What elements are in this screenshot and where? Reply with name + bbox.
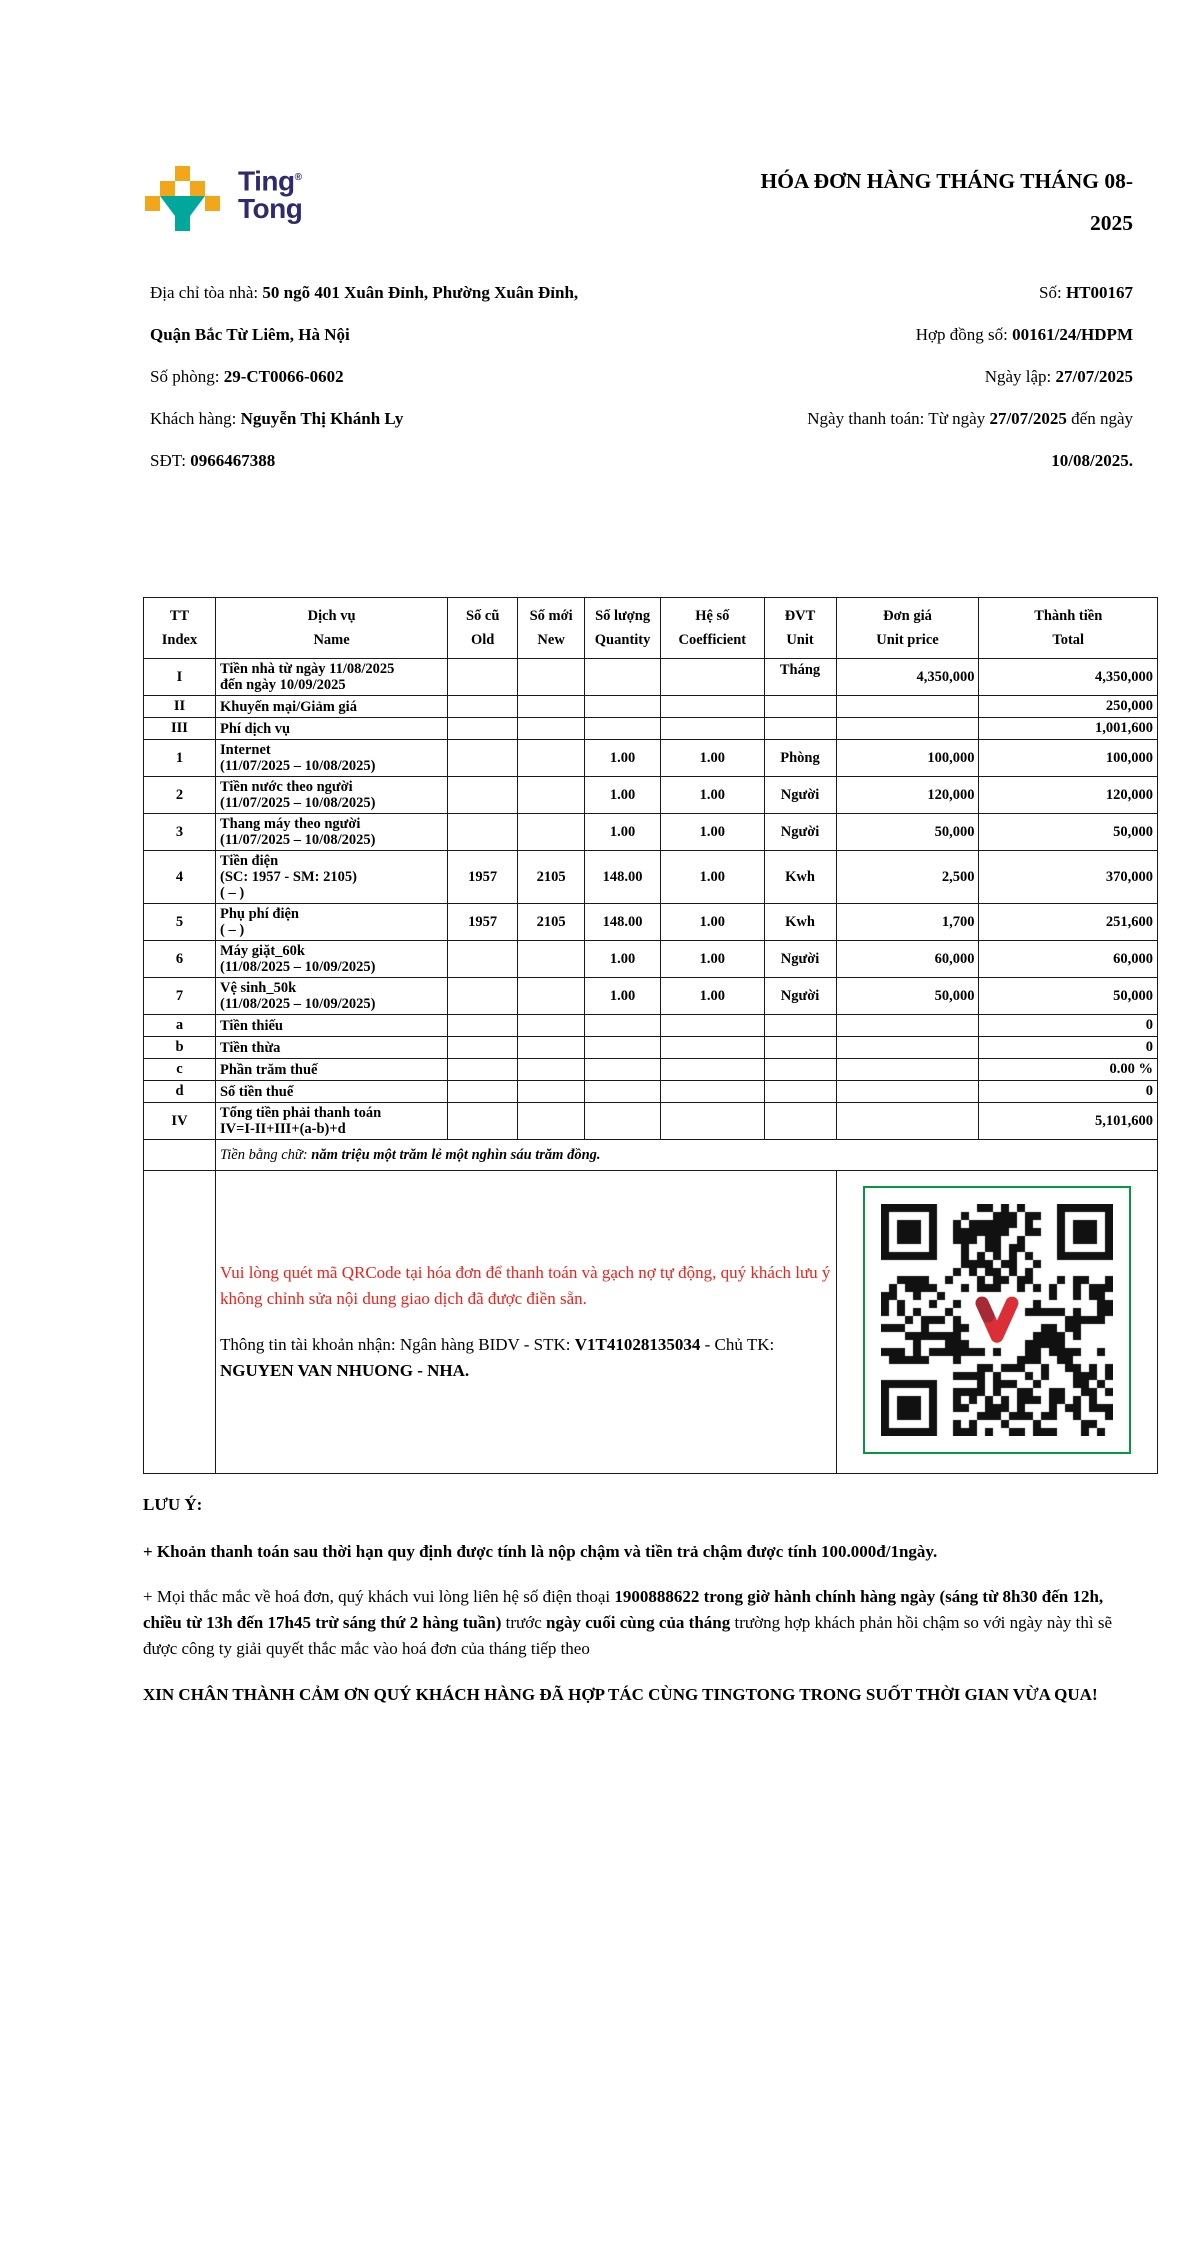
new-cell — [518, 659, 585, 696]
coef-cell — [661, 1015, 764, 1037]
price-cell: 60,000 — [836, 941, 979, 978]
text-line: Số phòng: 29-CT0066-0602 — [150, 367, 344, 386]
price-cell — [836, 696, 979, 718]
index-cell: 5 — [144, 904, 216, 941]
table-row — [144, 978, 1158, 1015]
price-cell: 2,500 — [836, 851, 979, 904]
old-cell — [448, 1103, 518, 1140]
index-cell: 3 — [144, 814, 216, 851]
coef-cell: 1.00 — [661, 904, 764, 941]
coef-cell — [661, 1059, 764, 1081]
service-name-cell: Khuyến mại/Giảm giá — [215, 696, 447, 718]
tingtong-logo-icon — [145, 166, 223, 232]
coef-cell — [661, 1103, 764, 1140]
new-cell — [518, 1081, 585, 1103]
invoice-meta-info — [663, 272, 1133, 482]
coef-cell — [661, 718, 764, 740]
table-row — [144, 1081, 1158, 1103]
total-cell: 0 — [979, 1037, 1158, 1059]
thank-you-message: XIN CHÂN THÀNH CẢM ƠN QUÝ KHÁCH HÀNG ĐÃ HỢP TÁC CÙNG TINGTONG TRONG SUỐT THỜI GIAN VỪA QUA! — [143, 1685, 1098, 1704]
old-cell — [448, 659, 518, 696]
unit-cell — [764, 696, 836, 718]
total-cell: 60,000 — [979, 941, 1158, 978]
unit-cell: Người — [764, 814, 836, 851]
text-line: Địa chỉ tòa nhà: 50 ngõ 401 Xuân Đỉnh, Phường Xuân Đỉnh, — [150, 283, 579, 302]
column-header: ĐVT Unit — [764, 598, 836, 659]
service-name-cell: Phụ phí điện ( – ) — [215, 904, 447, 941]
unit-cell: Tháng — [764, 659, 836, 696]
coef-cell: 1.00 — [661, 978, 764, 1015]
new-cell — [518, 696, 585, 718]
index-cell: a — [144, 1015, 216, 1037]
index-cell: IV — [144, 1103, 216, 1140]
registered-mark: ® — [294, 172, 302, 183]
text-line: SĐT: 0966467388 — [150, 451, 276, 470]
index-cell: c — [144, 1059, 216, 1081]
coef-cell — [661, 1037, 764, 1059]
new-cell — [518, 941, 585, 978]
index-cell: II — [144, 696, 216, 718]
text-line: Khách hàng: Nguyễn Thị Khánh Ly — [150, 409, 404, 428]
qty-cell — [585, 718, 661, 740]
column-header: TT Index — [144, 598, 216, 659]
service-name-cell: Máy giặt_60k (11/08/2025 – 10/09/2025) — [215, 941, 447, 978]
total-cell: 251,600 — [979, 904, 1158, 941]
empty-index-cell — [144, 1140, 216, 1171]
index-cell: d — [144, 1081, 216, 1103]
coef-cell: 1.00 — [661, 814, 764, 851]
price-cell — [836, 718, 979, 740]
new-cell — [518, 814, 585, 851]
invoice-table — [143, 597, 1158, 1474]
unit-cell — [764, 1081, 836, 1103]
amount-in-words: Tiền bằng chữ: năm triệu một trăm lẻ một nghìn sáu trăm đồng. — [215, 1140, 1157, 1171]
logo-pixel — [145, 196, 160, 211]
table-row — [144, 740, 1158, 777]
qr-row — [144, 1171, 1158, 1474]
footer-notes — [143, 1492, 1145, 1708]
total-cell: 5,101,600 — [979, 1103, 1158, 1140]
table-row — [144, 718, 1158, 740]
notes-list — [143, 1539, 1145, 1662]
index-cell: 2 — [144, 777, 216, 814]
old-cell — [448, 696, 518, 718]
index-cell: 4 — [144, 851, 216, 904]
service-name-cell: Phí dịch vụ — [215, 718, 447, 740]
notes-heading: LƯU Ý: — [143, 1495, 203, 1514]
qr-frame — [863, 1186, 1131, 1454]
coef-cell — [661, 659, 764, 696]
qty-cell: 148.00 — [585, 904, 661, 941]
table-row — [144, 1103, 1158, 1140]
index-cell: III — [144, 718, 216, 740]
payment-instructions-cell — [215, 1171, 836, 1474]
unit-cell — [764, 1059, 836, 1081]
logo-wordmark: Ting® Tong — [238, 165, 303, 225]
unit-cell — [764, 1015, 836, 1037]
old-cell — [448, 1037, 518, 1059]
total-cell: 100,000 — [979, 740, 1158, 777]
qty-cell — [585, 659, 661, 696]
total-cell: 0.00 % — [979, 1059, 1158, 1081]
column-header: Thành tiền Total — [979, 598, 1158, 659]
old-cell: 1957 — [448, 851, 518, 904]
service-name-cell: Thang máy theo người (11/07/2025 – 10/08/2025) — [215, 814, 447, 851]
qty-cell: 1.00 — [585, 941, 661, 978]
price-cell — [836, 1037, 979, 1059]
tingtong-logo — [143, 158, 383, 248]
table-row — [144, 904, 1158, 941]
logo-pixel — [205, 196, 220, 211]
new-cell — [518, 1103, 585, 1140]
old-cell — [448, 814, 518, 851]
qty-cell: 1.00 — [585, 978, 661, 1015]
service-name-cell: Internet (11/07/2025 – 10/08/2025) — [215, 740, 447, 777]
table-row — [144, 1037, 1158, 1059]
old-cell — [448, 777, 518, 814]
old-cell — [448, 740, 518, 777]
column-header: Số lượng Quantity — [585, 598, 661, 659]
new-cell — [518, 1037, 585, 1059]
total-cell: 50,000 — [979, 814, 1158, 851]
table-row — [144, 851, 1158, 904]
price-cell — [836, 1015, 979, 1037]
qty-cell — [585, 1103, 661, 1140]
unit-cell: Phòng — [764, 740, 836, 777]
column-header: Hệ số Coefficient — [661, 598, 764, 659]
bank-account-info: Thông tin tài khoản nhận: Ngân hàng BIDV - STK: V1T41028135034 - Chủ TK: NGUYEN VAN NHUONG - NHA. — [219, 1335, 775, 1380]
total-cell: 250,000 — [979, 696, 1158, 718]
price-cell: 50,000 — [836, 978, 979, 1015]
price-cell: 4,350,000 — [836, 659, 979, 696]
table-row — [144, 659, 1158, 696]
logo-stem-shape — [175, 216, 190, 231]
qty-cell: 1.00 — [585, 777, 661, 814]
unit-cell: Người — [764, 777, 836, 814]
text-line: 10/08/2025. — [1051, 451, 1133, 470]
new-cell — [518, 1059, 585, 1081]
service-name-cell: Tiền thiếu — [215, 1015, 447, 1037]
price-cell: 1,700 — [836, 904, 979, 941]
logo-funnel-shape — [160, 196, 205, 216]
qty-cell — [585, 1015, 661, 1037]
new-cell — [518, 777, 585, 814]
coef-cell — [661, 696, 764, 718]
service-name-cell: Tiền nhà từ ngày 11/08/2025 đến ngày 10/09/2025 — [215, 659, 447, 696]
text-line: Ngày thanh toán: Từ ngày 27/07/2025 đến ngày — [807, 409, 1133, 428]
old-cell — [448, 978, 518, 1015]
column-header: Số cũ Old — [448, 598, 518, 659]
new-cell: 2105 — [518, 851, 585, 904]
price-cell — [836, 1081, 979, 1103]
index-cell: 7 — [144, 978, 216, 1015]
service-name-cell: Phần trăm thuế — [215, 1059, 447, 1081]
service-name-cell: Tổng tiền phải thanh toán IV=I-II+III+(a-b)+d — [215, 1103, 447, 1140]
qty-cell — [585, 1059, 661, 1081]
service-name-cell: Tiền nước theo người (11/07/2025 – 10/08/2025) — [215, 777, 447, 814]
service-name-cell: Tiền điện (SC: 1957 - SM: 2105) ( – ) — [215, 851, 447, 904]
qty-cell — [585, 1037, 661, 1059]
coef-cell: 1.00 — [661, 740, 764, 777]
service-name-cell: Vệ sinh_50k (11/08/2025 – 10/09/2025) — [215, 978, 447, 1015]
text-line: Ngày lập: 27/07/2025 — [984, 367, 1133, 386]
price-cell: 100,000 — [836, 740, 979, 777]
old-cell — [448, 718, 518, 740]
index-cell: 6 — [144, 941, 216, 978]
unit-cell — [764, 718, 836, 740]
unit-cell: Người — [764, 978, 836, 1015]
total-cell: 4,350,000 — [979, 659, 1158, 696]
total-cell: 0 — [979, 1015, 1158, 1037]
total-cell: 50,000 — [979, 978, 1158, 1015]
index-cell: 1 — [144, 740, 216, 777]
text-line: Số: HT00167 — [1039, 283, 1133, 302]
coef-cell — [661, 1081, 764, 1103]
table-row — [144, 696, 1158, 718]
coef-cell: 1.00 — [661, 941, 764, 978]
old-cell — [448, 1059, 518, 1081]
new-cell — [518, 978, 585, 1015]
table-row — [144, 777, 1158, 814]
logo-pixel — [160, 181, 175, 196]
qty-cell: 1.00 — [585, 814, 661, 851]
column-header: Dịch vụ Name — [215, 598, 447, 659]
price-cell — [836, 1103, 979, 1140]
invoice-title: HÓA ĐƠN HÀNG THÁNG THÁNG 08- 2025 — [760, 169, 1133, 235]
qty-cell: 148.00 — [585, 851, 661, 904]
qr-code-cell — [836, 1171, 1157, 1474]
index-cell: I — [144, 659, 216, 696]
table-row — [144, 1015, 1158, 1037]
coef-cell: 1.00 — [661, 777, 764, 814]
unit-cell: Kwh — [764, 904, 836, 941]
vietqr-v-logo — [971, 1294, 1023, 1346]
price-cell — [836, 1059, 979, 1081]
logo-pixel — [175, 166, 190, 181]
table-row — [144, 814, 1158, 851]
old-cell: 1957 — [448, 904, 518, 941]
text-line: Hợp đồng số: 00161/24/HDPM — [915, 325, 1133, 344]
total-cell: 0 — [979, 1081, 1158, 1103]
column-header: Số mới New — [518, 598, 585, 659]
old-cell — [448, 1081, 518, 1103]
total-cell: 370,000 — [979, 851, 1158, 904]
invoice-table-header-row — [144, 598, 1158, 659]
customer-info — [150, 272, 710, 482]
text-line: + Khoản thanh toán sau thời hạn quy định được tính là nộp chậm và tiền trả chậm được tính 100.000đ/1ngày. — [143, 1542, 938, 1561]
service-name-cell: Tiền thừa — [215, 1037, 447, 1059]
coef-cell: 1.00 — [661, 851, 764, 904]
index-cell: b — [144, 1037, 216, 1059]
price-cell: 120,000 — [836, 777, 979, 814]
qty-cell — [585, 696, 661, 718]
qty-cell: 1.00 — [585, 740, 661, 777]
invoice-table-body — [144, 659, 1158, 1140]
new-cell: 2105 — [518, 904, 585, 941]
price-cell: 50,000 — [836, 814, 979, 851]
new-cell — [518, 740, 585, 777]
text-line: + Mọi thắc mắc về hoá đơn, quý khách vui lòng liên hệ số điện thoại 1900888622 trong giờ hành chính hàng ngày (sáng từ 8h30 đến 12h, chiều từ 13h đến 17h45 trừ sáng thứ 2 hàng tuần) trước ngày cuối cùng của tháng trường hợp khách phản hồi chậm so với ngày này thì sẽ được công ty giải quyết thắc mắc vào hoá đơn của tháng tiếp theo — [143, 1587, 1113, 1658]
unit-cell — [764, 1037, 836, 1059]
empty-index-cell — [144, 1171, 216, 1474]
old-cell — [448, 1015, 518, 1037]
unit-cell — [764, 1103, 836, 1140]
qr-payment-note: Vui lòng quét mã QRCode tại hóa đơn để thanh toán và gạch nợ tự động, quý khách lưu ý không chỉnh sửa nội dung giao dịch đã được điền sẵn. — [219, 1263, 831, 1308]
total-cell: 120,000 — [979, 777, 1158, 814]
service-name-cell: Số tiền thuế — [215, 1081, 447, 1103]
old-cell — [448, 941, 518, 978]
total-cell: 1,001,600 — [979, 718, 1158, 740]
table-row — [144, 1059, 1158, 1081]
amount-in-words-row — [144, 1140, 1158, 1171]
new-cell — [518, 1015, 585, 1037]
new-cell — [518, 718, 585, 740]
logo-pixel — [190, 181, 205, 196]
unit-cell: Kwh — [764, 851, 836, 904]
text-line: Quận Bắc Từ Liêm, Hà Nội — [150, 325, 350, 344]
column-header: Đơn giá Unit price — [836, 598, 979, 659]
qty-cell — [585, 1081, 661, 1103]
table-row — [144, 941, 1158, 978]
unit-cell: Người — [764, 941, 836, 978]
